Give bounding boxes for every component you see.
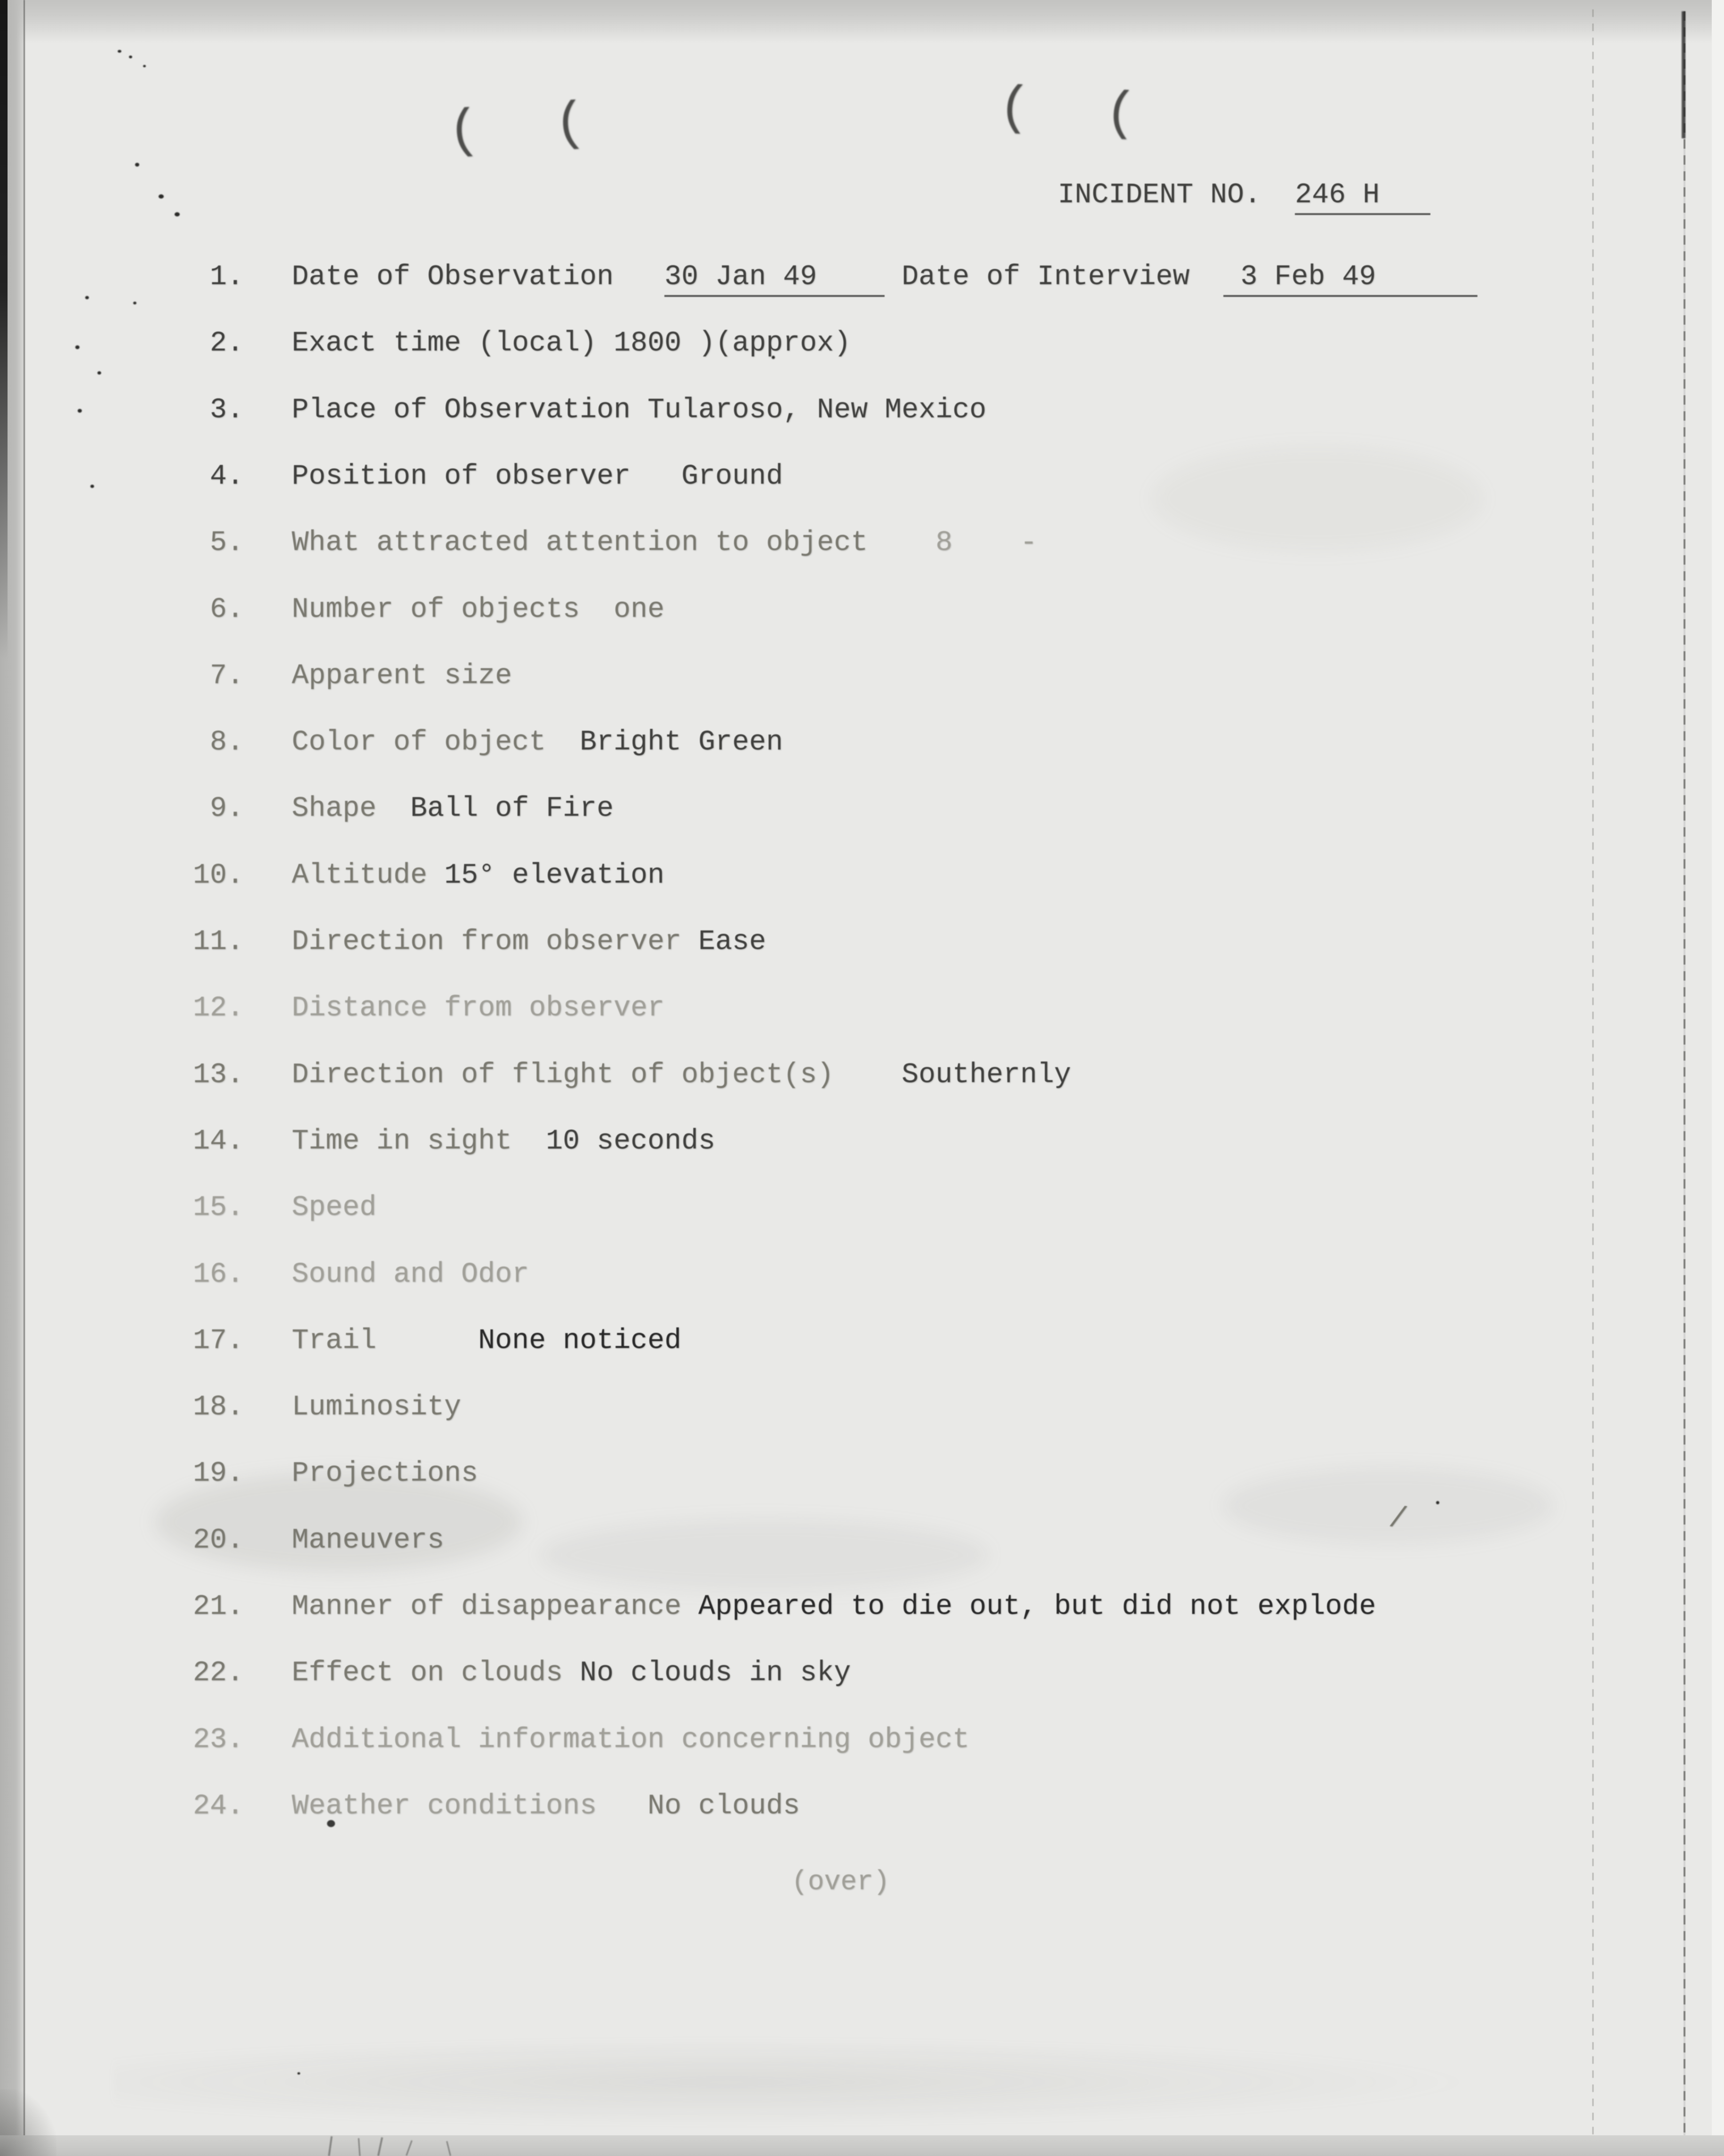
item-number: 23. [192, 1724, 244, 1756]
form-item-row [0, 926, 1724, 960]
form-item-row [0, 1392, 1724, 1426]
item-text-segment: 10 seconds [546, 1126, 716, 1158]
item-number: 1. [209, 261, 244, 293]
item-content [292, 860, 664, 891]
item-number: 5. [209, 527, 244, 559]
form-item-row [0, 328, 1724, 362]
item-text-segment: Effect on clouds [292, 1657, 580, 1689]
item-text-segment: Ball of Fire [410, 793, 614, 825]
item-content [292, 1725, 969, 1756]
form-item-row [0, 395, 1724, 429]
item-number: 12. [192, 992, 244, 1024]
item-number: 19. [192, 1458, 244, 1490]
item-content [292, 1591, 1376, 1622]
item-number: 8. [209, 727, 244, 759]
item-text-segment: Southernly [834, 1059, 1071, 1091]
item-number: 17. [192, 1325, 244, 1357]
item-number: 20. [192, 1525, 244, 1557]
item-number: 16. [192, 1259, 244, 1291]
incident-number-label: INCIDENT NO. [1058, 179, 1295, 211]
item-text-segment: Distance from observer [292, 992, 665, 1024]
item-text-segment: 15° elevation [444, 860, 665, 892]
item-content [292, 727, 783, 758]
form-item-row [0, 1591, 1724, 1625]
item-content [292, 1326, 681, 1357]
item-content [292, 1259, 529, 1290]
form-item-row [0, 461, 1724, 495]
item-text-segment: Apparent size [292, 660, 512, 692]
item-number: 22. [192, 1657, 244, 1689]
form-item-row [0, 594, 1724, 628]
item-content [292, 926, 766, 958]
item-number: 21. [192, 1591, 244, 1623]
form-item-row [0, 1525, 1724, 1559]
item-text-segment: 30 Jan 49 [664, 261, 885, 297]
item-number: 7. [209, 660, 244, 692]
item-content [292, 993, 664, 1024]
stray-paren-marks: ( ( [997, 78, 1160, 146]
item-text-segment: What attracted attention to object [292, 527, 868, 559]
form-item-row [0, 793, 1724, 827]
item-content [292, 1392, 461, 1423]
item-text-segment: Weather conditions [292, 1790, 648, 1822]
item-text-segment: Ground [681, 461, 783, 493]
item-number: 6. [209, 594, 244, 626]
item-content [292, 461, 783, 492]
item-text-segment: Shape [292, 793, 411, 825]
item-text-segment: No clouds in sky [580, 1657, 851, 1689]
form-item-row [0, 860, 1724, 894]
item-text-segment [885, 261, 902, 293]
form-item-row [0, 1126, 1724, 1160]
form-item-row [0, 661, 1724, 695]
item-text-segment: None noticed [478, 1325, 682, 1357]
item-number: 2. [209, 327, 244, 359]
stray-paren-marks: ( ( [446, 92, 610, 163]
item-text-segment: Exact time (local) 1800 )(approx) [292, 327, 851, 359]
item-text-segment: Sound and Odor [292, 1259, 529, 1291]
item-content [292, 1192, 376, 1223]
form-item-row [0, 727, 1724, 761]
form-item-row [0, 993, 1724, 1027]
item-text-segment: Appeared to die out, but did not explode [698, 1591, 1376, 1623]
item-text-segment: Color of object [292, 727, 580, 759]
form-item-row [0, 1259, 1724, 1293]
item-text-segment: Place of Observation Tularoso, New Mexico [292, 394, 987, 426]
item-number: 24. [192, 1790, 244, 1822]
item-content [292, 262, 1477, 293]
form-item-row [0, 262, 1724, 295]
item-number: 9. [209, 793, 244, 825]
item-number: 11. [192, 926, 244, 958]
item-number: 10. [192, 860, 244, 892]
item-content [292, 1458, 478, 1489]
form-item-row [0, 1658, 1724, 1692]
item-number: 13. [192, 1059, 244, 1091]
item-text-segment: Number of objects [292, 594, 614, 626]
item-content [292, 395, 986, 426]
item-text-segment: Projections [292, 1458, 479, 1490]
incident-number-value: 246 H [1295, 179, 1430, 215]
item-text-segment: Manner of disappearance [292, 1591, 699, 1623]
item-content [292, 793, 614, 824]
item-content [292, 328, 851, 359]
item-text-segment: 8 - [868, 527, 1038, 559]
item-number: 15. [192, 1192, 244, 1224]
form-item-row [0, 1725, 1724, 1758]
item-content [292, 1791, 800, 1822]
form-item-row [0, 527, 1724, 561]
item-content [292, 661, 512, 692]
item-text-segment: Position of observer [292, 461, 682, 493]
item-number: 18. [192, 1391, 244, 1423]
item-content [292, 527, 1037, 559]
item-text-segment: Trail [292, 1325, 479, 1357]
item-text-segment: Maneuvers [292, 1525, 445, 1557]
form-item-row [0, 1192, 1724, 1226]
item-text-segment: Bright Green [580, 727, 783, 759]
item-text-segment: Ease [698, 926, 766, 958]
item-content [292, 1658, 851, 1689]
item-text-segment: one [614, 594, 665, 626]
item-number: 14. [192, 1126, 244, 1158]
item-content [292, 1525, 444, 1556]
item-text-segment: Date of Observation [292, 261, 665, 293]
item-text-segment: Altitude [292, 860, 445, 892]
form-item-row [0, 1458, 1724, 1492]
form-item-row [0, 1791, 1724, 1825]
item-text-segment: Luminosity [292, 1391, 462, 1423]
form-item-row [0, 1060, 1724, 1094]
item-content [292, 1126, 715, 1157]
item-text-segment: Direction of flight of object(s) [292, 1059, 834, 1091]
item-text-segment: Direction from observer [292, 926, 699, 958]
item-content [292, 594, 664, 625]
form-item-row [0, 1326, 1724, 1359]
item-text-segment: Date of Interview [902, 261, 1224, 293]
item-number: 3. [209, 394, 244, 426]
item-text-segment: Additional information concerning object [292, 1724, 970, 1756]
item-text-segment: Speed [292, 1192, 377, 1224]
item-text-segment: Time in sight [292, 1126, 546, 1158]
item-content [292, 1060, 1071, 1091]
incident-header [1058, 180, 1430, 242]
over-note: (over) [791, 1867, 890, 1898]
item-text-segment: 3 Feb 49 [1223, 261, 1477, 297]
stray-slash-mark: / [1387, 1501, 1410, 1538]
item-number: 4. [209, 461, 244, 493]
item-text-segment: No clouds [647, 1790, 800, 1822]
